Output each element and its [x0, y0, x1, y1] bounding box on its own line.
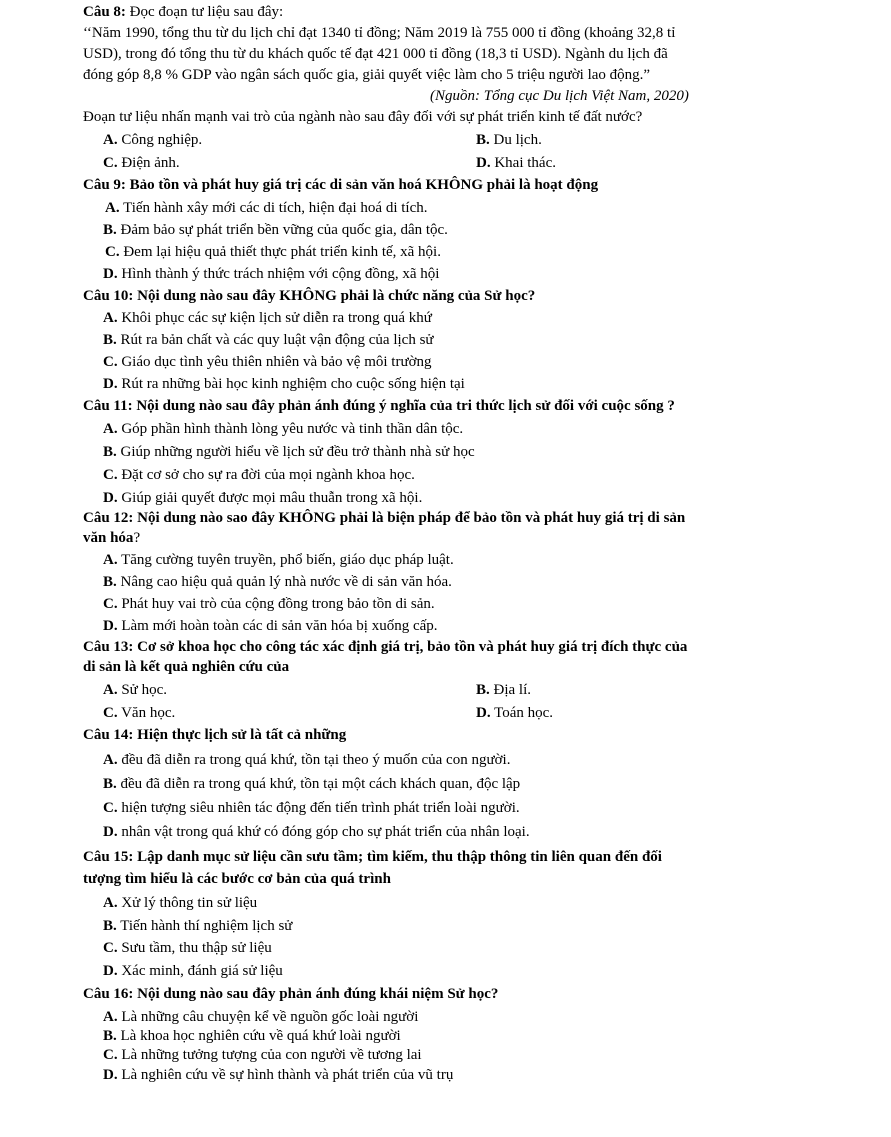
- q12-title-line-1: Câu 12: Nội dung nào sao đây KHÔNG phải là biện pháp để bảo tồn và phát huy giá trị di sản: [83, 510, 686, 526]
- q12-option-d[interactable]: D. Làm mới hoàn toàn các di sản văn hóa bị xuống cấp.: [103, 618, 438, 634]
- q8-option-c[interactable]: C. Điện ảnh.: [103, 155, 180, 171]
- q15-title-line-2: tượng tìm hiểu là các bước cơ bản của quá trình: [83, 871, 391, 887]
- q14-option-d[interactable]: D. nhân vật trong quá khứ có đóng góp cho sự phát triển của nhân loại.: [103, 824, 530, 840]
- q8-quote-line-1: ‘‘Năm 1990, tổng thu từ du lịch chỉ đạt 1340 tỉ đồng; Năm 2019 là 755 000 tỉ đồng (khoảng 32,8 tỉ: [83, 25, 676, 41]
- q8-question: Đoạn tư liệu nhấn mạnh vai trò của ngành nào sau đây đối với sự phát triển kinh tế đất nước?: [83, 109, 643, 125]
- q8-quote-line-3: đóng góp 8,8 % GDP vào ngân sách quốc gia, giải quyết việc làm cho 5 triệu người lao động.”: [83, 67, 651, 83]
- q11-option-c[interactable]: C. Đặt cơ sở cho sự ra đời của mọi ngành khoa học.: [103, 467, 415, 483]
- q12-option-b[interactable]: B. Nâng cao hiệu quả quản lý nhà nước về di sản văn hóa.: [103, 574, 452, 590]
- q16-option-b[interactable]: B. Là khoa học nghiên cứu về quá khứ loài người: [103, 1028, 401, 1044]
- q11-title: Câu 11: Nội dung nào sau đây phản ánh đúng ý nghĩa của tri thức lịch sử đối với cuộc sống ?: [83, 398, 675, 414]
- q16-option-a[interactable]: A. Là những câu chuyện kể về nguồn gốc loài người: [103, 1009, 419, 1025]
- q16-title: Câu 16: Nội dung nào sau đây phản ánh đúng khái niệm Sử học?: [83, 986, 499, 1002]
- q15-option-c[interactable]: C. Sưu tầm, thu thập sử liệu: [103, 940, 272, 956]
- q8-quote-line-2: USD), trong đó tổng thu từ du khách quốc tế đạt 421 000 tỉ đồng (18,3 tỉ USD). Ngành du lịch đã: [83, 46, 668, 62]
- q13-option-d[interactable]: D. Toán học.: [476, 705, 554, 721]
- q9-option-a[interactable]: A. Tiến hành xây mới các di tích, hiện đại hoá di tích.: [105, 200, 428, 216]
- q10-option-c[interactable]: C. Giáo dục tình yêu thiên nhiên và bảo vệ môi trường: [103, 354, 432, 370]
- q9-option-c[interactable]: C. Đem lại hiệu quả thiết thực phát triển kinh tế, xã hội.: [105, 244, 441, 260]
- q13-option-b[interactable]: B. Địa lí.: [476, 682, 532, 698]
- q8-option-a[interactable]: A. Công nghiệp.: [103, 132, 203, 148]
- q8-option-b[interactable]: B. Du lịch.: [476, 132, 542, 148]
- q12-title-line-2: văn hóa?: [83, 530, 141, 546]
- q14-option-c[interactable]: C. hiện tượng siêu nhiên tác động đến tiến trình phát triển loài người.: [103, 800, 520, 816]
- q10-title: Câu 10: Nội dung nào sau đây KHÔNG phải là chức năng của Sử học?: [83, 288, 536, 304]
- q15-option-a[interactable]: A. Xử lý thông tin sử liệu: [103, 895, 258, 911]
- q12-option-a[interactable]: A. Tăng cường tuyên truyền, phổ biến, giáo dục pháp luật.: [103, 552, 454, 568]
- q8-option-d[interactable]: D. Khai thác.: [476, 155, 556, 171]
- q8-heading: [83, 3, 283, 21]
- q8-source: (Nguồn: Tổng cục Du lịch Việt Nam, 2020): [430, 88, 689, 104]
- q14-title: Câu 14: Hiện thực lịch sử là tất cả những: [83, 727, 347, 743]
- q13-title-line-2: di sản là kết quả nghiên cứu của: [83, 659, 290, 675]
- q11-option-d[interactable]: D. Giúp giải quyết được mọi mâu thuẫn trong xã hội.: [103, 490, 423, 506]
- q10-option-d[interactable]: D. Rút ra những bài học kinh nghiệm cho cuộc sống hiện tại: [103, 376, 465, 392]
- q11-option-b[interactable]: B. Giúp những người hiểu về lịch sử đều trở thành nhà sử học: [103, 444, 475, 460]
- q15-option-d[interactable]: D. Xác minh, đánh giá sử liệu: [103, 963, 283, 979]
- q9-option-b[interactable]: B. Đảm bảo sự phát triển bền vững của quốc gia, dân tộc.: [103, 222, 448, 238]
- q13-option-c[interactable]: C. Văn học.: [103, 705, 176, 721]
- q15-option-b[interactable]: B. Tiến hành thí nghiệm lịch sử: [103, 918, 293, 934]
- q9-option-d[interactable]: D. Hình thành ý thức trách nhiệm với cộng đồng, xã hội: [103, 266, 440, 282]
- q15-title-line-1: Câu 15: Lập danh mục sử liệu cần sưu tầm; tìm kiếm, thu thập thông tin liên quan đến đối: [83, 849, 662, 865]
- q14-option-b[interactable]: B. đều đã diễn ra trong quá khứ, tồn tại một cách khách quan, độc lập: [103, 776, 521, 792]
- q10-option-a[interactable]: A. Khôi phục các sự kiện lịch sử diễn ra trong quá khứ: [103, 310, 432, 326]
- q16-option-c[interactable]: C. Là những tưởng tượng của con người về tương lai: [103, 1047, 422, 1063]
- q12-option-c[interactable]: C. Phát huy vai trò của cộng đồng trong bảo tồn di sản.: [103, 596, 435, 612]
- q14-option-a[interactable]: A. đều đã diễn ra trong quá khứ, tồn tại theo ý muốn của con người.: [103, 752, 511, 768]
- q8-stem: Đọc đoạn tư liệu sau đây:: [129, 4, 284, 20]
- q9-title: Câu 9: Bảo tồn và phát huy giá trị các di sản văn hoá KHÔNG phải là hoạt động: [83, 177, 599, 193]
- q16-option-d[interactable]: D. Là nghiên cứu về sự hình thành và phát triển của vũ trụ: [103, 1067, 454, 1083]
- q10-option-b[interactable]: B. Rút ra bản chất và các quy luật vận động của lịch sử: [103, 332, 434, 348]
- q13-option-a[interactable]: A. Sử học.: [103, 682, 167, 698]
- q13-title-line-1: Câu 13: Cơ sở khoa học cho công tác xác định giá trị, bảo tồn và phát huy giá trị đích thực của: [83, 639, 688, 655]
- q8-label: Câu 8:: [83, 4, 126, 20]
- q11-option-a[interactable]: A. Góp phần hình thành lòng yêu nước và tinh thần dân tộc.: [103, 421, 464, 437]
